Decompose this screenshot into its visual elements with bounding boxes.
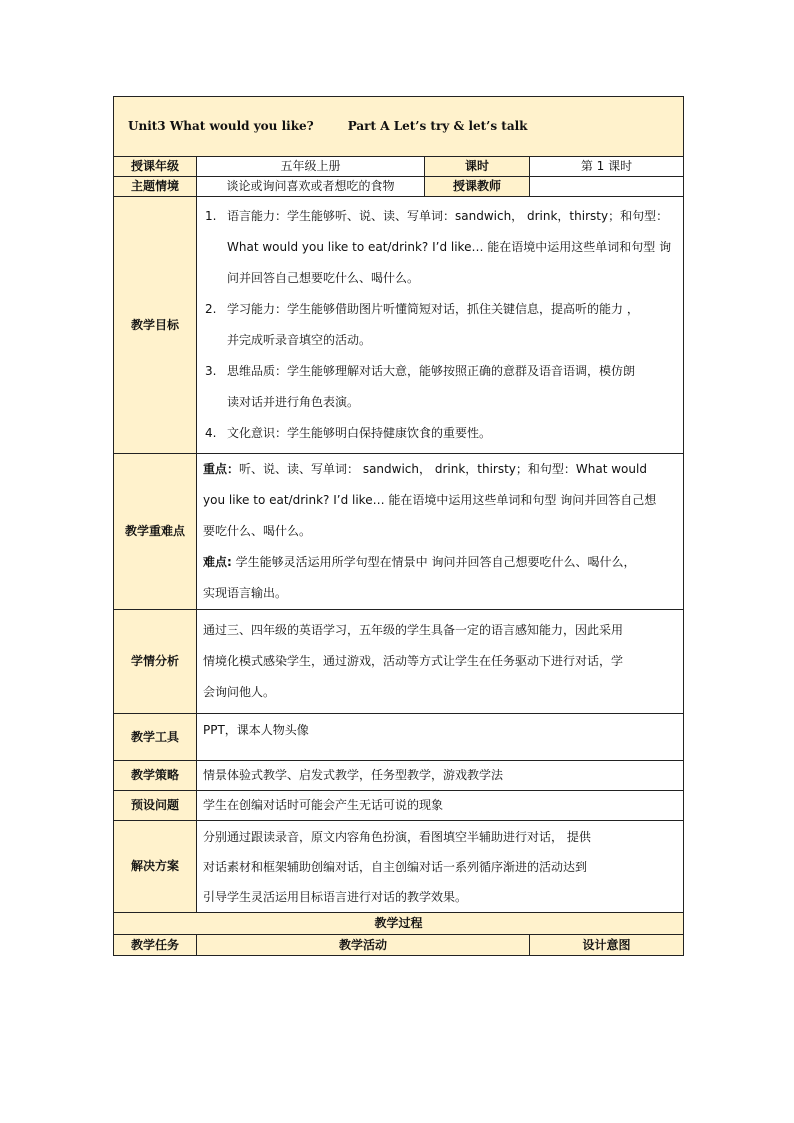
teacher-value	[530, 177, 684, 197]
title-part: Part A Let’s try & let’s talk	[347, 119, 528, 134]
teacher-label: 授课教师	[425, 177, 530, 197]
objective-line: 文化意识：学生能够明白保持健康饮食的重要性。	[227, 426, 492, 440]
process-columns-row	[114, 935, 684, 956]
col-activity-header: 教学活动	[197, 935, 530, 956]
key-points-label: 教学重难点	[114, 454, 197, 610]
key-points-row	[114, 454, 684, 610]
info-row-grade	[114, 157, 684, 177]
difficulty-line: 实现语言输出。	[203, 586, 288, 600]
objective-item	[203, 356, 677, 418]
anticipated-label: 预设问题	[114, 791, 197, 821]
lesson-plan-table	[113, 96, 684, 956]
objectives-label: 教学目标	[114, 197, 197, 454]
key-point-line: you like to eat/drink? I’d like… 能在语境中运用这些单词和句型 询问并回答自己想	[203, 493, 657, 507]
grade-value: 五年级上册	[197, 157, 425, 177]
title-unit: Unit3 What would you like?	[128, 119, 314, 134]
learner-analysis-line: 情境化模式感染学生，通过游戏，活动等方式让学生在任务驱动下进行对话，学	[203, 654, 624, 668]
strategy-value: 情景体验式教学、启发式教学，任务型教学，游戏教学法	[197, 761, 684, 791]
difficulty-text: 学生能够灵活运用所学句型在情景中 询问并回答自己想要吃什么、喝什么，	[231, 555, 636, 569]
difficulty-prefix: 难点:	[203, 555, 232, 569]
solution-line: 对话素材和框架辅助创编对话，自主创编对话一系列循序渐进的活动达到	[203, 859, 588, 874]
objective-number: 4.	[205, 426, 217, 440]
learner-analysis-row	[114, 610, 684, 714]
objectives-content	[197, 197, 684, 454]
grade-label: 授课年级	[114, 157, 197, 177]
anticipated-row	[114, 791, 684, 821]
key-point-line: 要吃什么、喝什么。	[203, 524, 312, 538]
objective-number: 2.	[205, 302, 217, 316]
objective-line: 语言能力：学生能够听、说、读、写单词：sandwich， drink，thirsty；和句型：	[227, 209, 669, 223]
solution-label: 解决方案	[114, 821, 197, 913]
solution-content	[197, 821, 684, 913]
objective-item	[203, 294, 677, 356]
objective-line: 思维品质：学生能够理解对话大意，能够按照正确的意群及语音语调，模仿朗	[227, 364, 636, 378]
learner-analysis-label: 学情分析	[114, 610, 197, 714]
key-points-content	[197, 454, 684, 610]
document-title	[114, 97, 684, 157]
objective-item	[203, 418, 677, 449]
col-task-header: 教学任务	[114, 935, 197, 956]
objective-line: 读对话并进行角色表演。	[227, 395, 360, 409]
learner-analysis-line: 会询问他人。	[203, 685, 276, 699]
period-label: 课时	[425, 157, 530, 177]
process-heading: 教学过程	[114, 913, 684, 935]
difficulty-line	[203, 547, 677, 578]
objective-number: 3.	[205, 364, 217, 378]
key-prefix: 重点：	[203, 462, 240, 476]
solution-row	[114, 821, 684, 913]
objectives-row	[114, 197, 684, 454]
objective-line: 并完成听录音填空的活动。	[227, 333, 372, 347]
theme-label: 主题情境	[114, 177, 197, 197]
key-point-text: 听、说、读、写单词： sandwich， drink，thirsty；和句型：What would	[239, 462, 647, 476]
objective-item	[203, 201, 677, 294]
info-row-theme	[114, 177, 684, 197]
strategy-label: 教学策略	[114, 761, 197, 791]
tools-row	[114, 714, 684, 761]
objective-number: 1.	[205, 209, 217, 223]
learner-analysis-content	[197, 610, 684, 714]
objective-line: 学习能力：学生能够借助图片听懂简短对话，抓住关键信息，提高听的能力 ，	[227, 302, 639, 316]
solution-line: 分别通过跟读录音，原文内容角色扮演，看图填空半辅助进行对话， 提供	[203, 829, 591, 844]
strategy-row	[114, 761, 684, 791]
period-value: 第 1 课时	[530, 157, 684, 177]
solution-line: 引导学生灵活运用目标语言进行对话的教学效果。	[203, 889, 468, 904]
tools-value: PPT，课本人物头像	[197, 714, 684, 761]
objective-line: What would you like to eat/drink? I’d like… 能在语境中运用这些单词和句型 询	[227, 240, 672, 254]
theme-value: 谈论或询问喜欢或者想吃的食物	[197, 177, 425, 197]
objective-line: 问并回答自己想要吃什么、喝什么。	[227, 271, 420, 285]
tools-label: 教学工具	[114, 714, 197, 761]
key-point-line	[203, 454, 677, 485]
process-heading-row	[114, 913, 684, 935]
col-intent-header: 设计意图	[530, 935, 684, 956]
learner-analysis-line: 通过三、四年级的英语学习，五年级的学生具备一定的语言感知能力，因此采用	[203, 623, 624, 637]
title-row	[114, 97, 684, 157]
anticipated-value: 学生在创编对话时可能会产生无话可说的现象	[197, 791, 684, 821]
